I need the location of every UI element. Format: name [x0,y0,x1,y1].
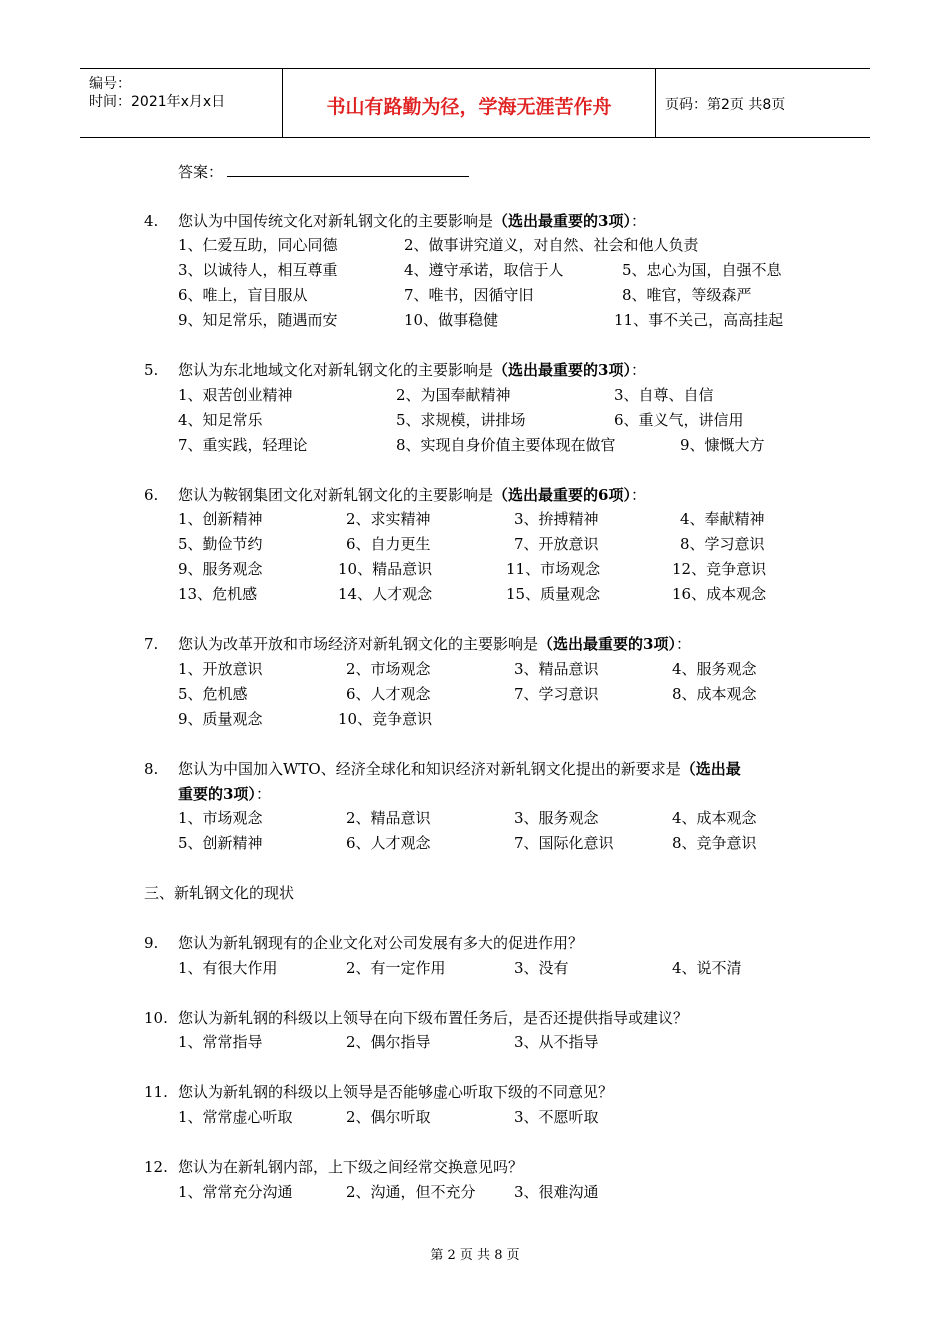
question-emphasis: （选出最重要的6项） [493,486,631,504]
question-stem: 您认为东北地域文化对新轧钢文化的主要影响是 [178,361,494,379]
option[interactable]: 1、有很大作用 [178,959,278,977]
question-number: 12. [144,1158,168,1176]
serial-label: 编号： [89,76,131,92]
question-emphasis: （选出最重要的3项） [493,212,631,230]
option[interactable]: 6、人才观念 [346,685,431,703]
option[interactable]: 2、有一定作用 [346,959,446,977]
question-text: 您认为新轧钢现有的企业文化对公司发展有多大的促进作用？ [178,934,584,952]
option[interactable]: 6、自力更生 [346,535,431,553]
option[interactable]: 1、常常指导 [178,1033,263,1051]
option[interactable]: 7、重实践，轻理论 [178,436,308,454]
option[interactable]: 7、学习意识 [514,685,599,703]
page-info: 页码：第2页 共8页 [665,97,786,113]
option[interactable]: 3、自尊、自信 [614,386,714,404]
question-tail: ： [630,486,646,504]
option[interactable]: 4、成本观念 [672,809,757,827]
answer-row [178,160,469,182]
option[interactable]: 11、市场观念 [506,560,601,578]
option[interactable]: 10、做事稳健 [404,311,499,329]
option[interactable]: 4、遵守承诺，取信于人 [404,261,564,279]
option[interactable]: 6、重义气，讲信用 [614,411,744,429]
page-footer: 第 2 页 共 8 页 [430,1248,520,1263]
option[interactable]: 5、危机感 [178,685,248,703]
option[interactable]: 6、人才观念 [346,834,431,852]
option[interactable]: 1、艰苦创业精神 [178,386,293,404]
option[interactable]: 15、质量观念 [506,585,601,603]
option[interactable]: 6、唯上，盲目服从 [178,286,308,304]
option[interactable]: 1、常常充分沟通 [178,1183,293,1201]
question-tail: ： [675,635,691,653]
option[interactable]: 1、开放意识 [178,660,263,678]
question-emphasis: （选出最重要的3项） [493,361,631,379]
option[interactable]: 8、成本观念 [672,685,757,703]
option[interactable]: 1、仁爱互助，同心同德 [178,236,338,254]
option[interactable]: 5、创新精神 [178,834,263,852]
option[interactable]: 2、偶尔听取 [346,1108,431,1126]
option[interactable]: 10、竞争意识 [338,710,433,728]
question-number: 7. [144,635,159,653]
question-stem: 您认为中国加入WTO、经济全球化和知识经济对新轧钢文化提出的新要求是 [178,760,681,778]
question-number: 8. [144,760,159,778]
option[interactable]: 2、偶尔指导 [346,1033,431,1051]
question-text: 您认为新轧钢的科级以上领导在向下级布置任务后，是否还提供指导或建议？ [178,1009,689,1027]
question-number: 4. [144,212,159,230]
option[interactable]: 14、人才观念 [338,585,433,603]
question-text [178,633,691,655]
option[interactable]: 1、市场观念 [178,809,263,827]
option[interactable]: 2、求实精神 [346,510,431,528]
question-emphasis: 重要的3项） [178,785,256,803]
option[interactable]: 7、国际化意识 [514,834,614,852]
option[interactable]: 5、勤俭节约 [178,535,263,553]
option[interactable]: 3、服务观念 [514,809,599,827]
option[interactable]: 3、以诚待人，相互尊重 [178,261,338,279]
option[interactable]: 9、服务观念 [178,560,263,578]
answer-blank[interactable] [227,160,469,177]
section-title: 三、新轧钢文化的现状 [144,884,295,902]
header-page-cell [655,69,870,137]
question-tail: ： [255,785,271,803]
question-tail: ： [630,361,646,379]
option[interactable]: 8、学习意识 [680,535,765,553]
question-stem: 您认为鞍钢集团文化对新轧钢文化的主要影响是 [178,486,494,504]
option[interactable]: 8、竞争意识 [672,834,757,852]
option[interactable]: 3、从不指导 [514,1033,599,1051]
option[interactable]: 10、精品意识 [338,560,433,578]
option[interactable]: 5、求规模，讲排场 [396,411,526,429]
option[interactable]: 4、知足常乐 [178,411,263,429]
question-number: 10. [144,1009,168,1027]
option[interactable]: 9、慷慨大方 [680,436,765,454]
option[interactable]: 3、没有 [514,959,569,977]
option[interactable]: 2、做事讲究道义，对自然、社会和他人负责 [404,236,699,254]
question-text [178,484,646,506]
option[interactable]: 5、忠心为国，自强不息 [622,261,782,279]
question-text [178,210,646,232]
option[interactable]: 13、危机感 [178,585,258,603]
question-emphasis: （选出最重要的3项） [538,635,676,653]
header-motto-cell [282,69,656,137]
option[interactable]: 11、事不关己，高高挂起 [614,311,784,329]
option[interactable]: 2、精品意识 [346,809,431,827]
option[interactable]: 1、创新精神 [178,510,263,528]
option[interactable]: 3、不愿听取 [514,1108,599,1126]
question-number: 5. [144,361,159,379]
motto: 书山有路勤为径，学海无涯苦作舟 [326,96,612,118]
header-meta [80,69,282,137]
option[interactable]: 2、为国奉献精神 [396,386,511,404]
option[interactable]: 9、质量观念 [178,710,263,728]
question-number: 6. [144,486,159,504]
question-number: 9. [144,934,159,952]
question-stem: 您认为改革开放和市场经济对新轧钢文化的主要影响是 [178,635,539,653]
option[interactable]: 12、竞争意识 [672,560,767,578]
option[interactable]: 4、说不清 [672,959,742,977]
option[interactable]: 8、唯官，等级森严 [622,286,752,304]
time-label: 时间：2021年x月x日 [89,94,226,110]
question-text [178,758,741,780]
question-stem: 您认为中国传统文化对新轧钢文化的主要影响是 [178,212,494,230]
option[interactable]: 2、市场观念 [346,660,431,678]
option[interactable]: 4、奉献精神 [680,510,765,528]
option[interactable]: 2、沟通，但不充分 [346,1183,476,1201]
option[interactable]: 16、成本观念 [672,585,767,603]
question-emphasis: （选出最 [680,760,741,778]
option[interactable]: 8、实现自身价值主要体现在做官 [396,436,616,454]
question-text: 您认为新轧钢的科级以上领导是否能够虚心听取下级的不同意见？ [178,1083,614,1101]
option[interactable]: 9、知足常乐，随遇而安 [178,311,338,329]
option[interactable]: 7、开放意识 [514,535,599,553]
question-text [178,359,646,381]
answer-label: 答案： [178,163,224,181]
question-tail: ： [630,212,646,230]
option[interactable]: 7、唯书，因循守旧 [404,286,534,304]
question-text-cont [178,783,271,805]
option[interactable]: 3、精品意识 [514,660,599,678]
option[interactable]: 4、服务观念 [672,660,757,678]
option[interactable]: 1、常常虚心听取 [178,1108,293,1126]
question-text: 您认为在新轧钢内部，上下级之间经常交换意见吗？ [178,1158,524,1176]
page-header [80,68,870,138]
option[interactable]: 3、拚搏精神 [514,510,599,528]
option[interactable]: 3、很难沟通 [514,1183,599,1201]
question-number: 11. [144,1083,168,1101]
